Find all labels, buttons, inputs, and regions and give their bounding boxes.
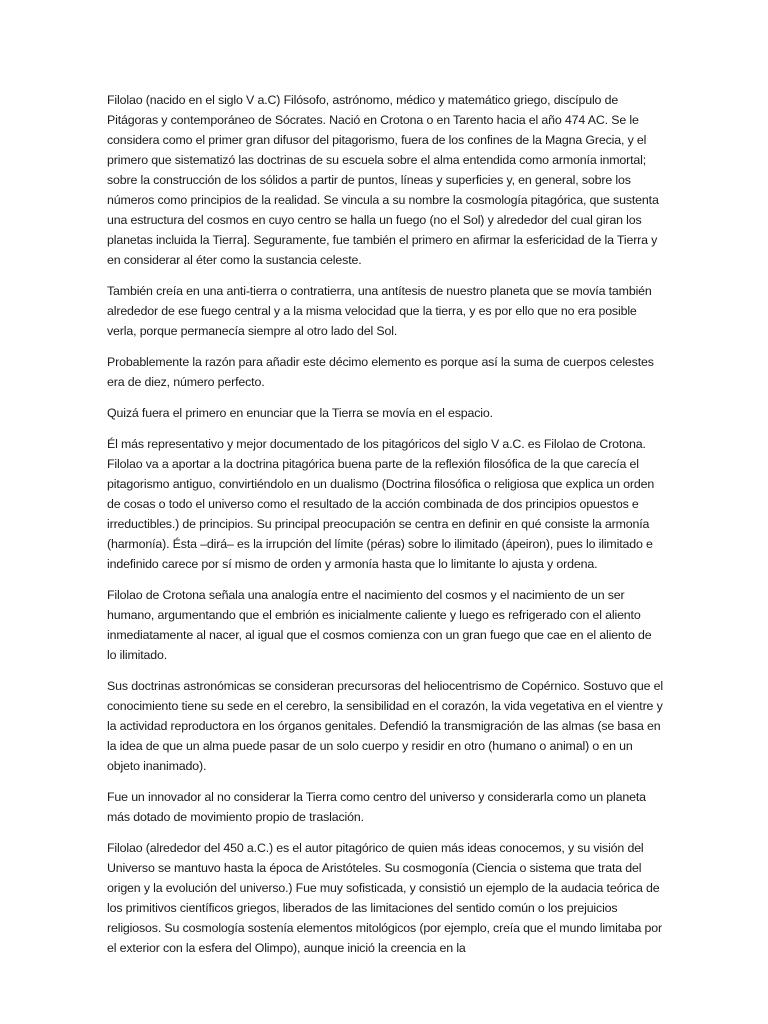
paragraph-tierra-movimiento: Quizá fuera el primero en enunciar que la Tierra se movía en el espacio.: [107, 406, 493, 420]
paragraph-analogia-cosmos: Filolao de Crotona señala una analogía entre el nacimiento del cosmos y el nacimiento de un ser humano, argumentando que el embrión es inicialmente caliente y luego es refrigerado con el aliento inmediatamente al nacer, al igual que el cosmos comienza con un gran fuego que cae en el aliento de lo ilimitado.: [107, 588, 652, 662]
paragraph-cosmogonia: Filolao (alrededor del 450 a.C.) es el autor pitagórico de quien más ideas conocemos, y su visión del Universo se mantuvo hasta la época de Aristóteles. Su cosmogonía (Ciencia o sistema que trata del origen y la evolución del universo.) Fue muy sofisticada, y consistió un ejemplo de la audacia teórica de los primitivos científicos griegos, liberados de las limitaciones del sentido común o los prejuicios religiosos. Su cosmología sostenía elementos mitológicos (por ejemplo, creía que el mundo limitaba por el exterior con la esfera del Olimpo), aunque inició la creencia en la: [107, 841, 662, 955]
document-body: [107, 90, 663, 969]
paragraph-filolao-intro: Filolao (nacido en el siglo V a.C) Filósofo, astrónomo, médico y matemático griego, discípulo de Pitágoras y contemporáneo de Sócrates. Nació en Crotona o en Tarento hacia el año 474 AC. Se le considera como el primer gran difusor del pitagorismo, fuera de los confines de la Magna Grecia, y el primero que sistematizó las doctrinas de su escuela sobre el alma entendida como armonía inmortal; sobre la construcción de los sólidos a partir de puntos, líneas y superficies y, en general, sobre los números como principios de la realidad. Se vincula a su nombre la cosmología pitagórica, que sustenta una estructura del cosmos en cuyo centro se halla un fuego (no el Sol) y alrededor del cual giran los planetas incluida la Tierra]. Seguramente, fue también el primero en afirmar la esfericidad de la Tierra y en considerar al éter como la sustancia celeste.: [107, 93, 659, 267]
paragraph-doctrinas-astronomicas: Sus doctrinas astronómicas se consideran precursoras del heliocentrismo de Copérnico. Sostuvo que el conocimiento tiene su sede en el cerebro, la sensibilidad en el corazón, la vida vegetativa en el vientre y la actividad reproductora en los órganos genitales. Defendió la transmigración de las almas (se basa en la idea de que un alma puede pasar de un solo cuerpo y residir en otro (humano o animal) o en un objeto inanimado).: [107, 679, 663, 773]
paragraph-pitagoricos-armonia: Él más representativo y mejor documentado de los pitagóricos del siglo V a.C. es Filolao de Crotona. Filolao va a aportar a la doctrina pitagórica buena parte de la reflexión filosófica de la que carecía el pitagorismo antiguo, convirtiéndolo en un dualismo (Doctrina filosófica o religiosa que explica un orden de cosas o todo el universo como el resultado de la acción combinada de dos principios opuestos e irreductibles.) de principios. Su principal preocupación se centra en definir en qué consiste la armonía (harmonía). Ésta –dirá– es la irrupción del límite (péras) sobre lo ilimitado (ápeiron), pues lo ilimitado e indefinido carece por sí mismo de orden y armonía hasta que lo limitante lo ajusta y ordena.: [107, 437, 655, 571]
paragraph-innovador: Fue un innovador al no considerar la Tierra como centro del universo y considerarla como un planeta más dotado de movimiento propio de traslación.: [107, 790, 646, 824]
paragraph-decimo-elemento: Probablemente la razón para añadir este décimo elemento es porque así la suma de cuerpos celestes era de diez, número perfecto.: [107, 355, 654, 389]
paragraph-anti-tierra: También creía en una anti-tierra o contratierra, una antítesis de nuestro planeta que se movía también alrededor de ese fuego central y a la misma velocidad que la tierra, y es por ello que no era posible verla, porque permanecía siempre al otro lado del Sol.: [107, 284, 652, 338]
